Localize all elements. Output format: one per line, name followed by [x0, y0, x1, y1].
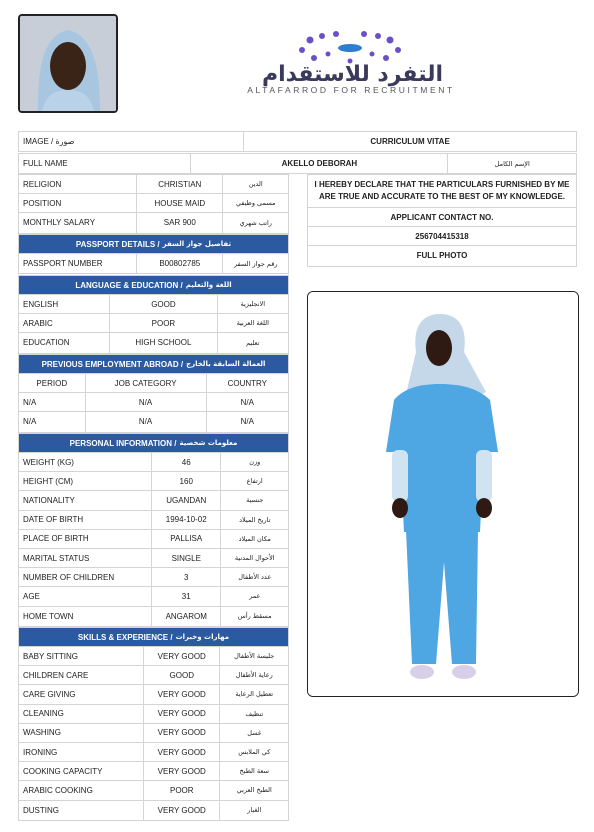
english-arabic: الانجليزية [240, 300, 266, 309]
language-title: LANGUAGE & EDUCATION / [75, 280, 183, 290]
skill-label: BABY SITTING [19, 647, 144, 665]
personal-arabic: مسقط رأس [237, 612, 272, 621]
skill-arabic: رعاية الأطفال [235, 671, 273, 680]
position-value: HOUSE MAID [137, 194, 223, 212]
skill-row [19, 705, 288, 724]
skill-label: ARABIC COOKING [19, 781, 144, 799]
personal-value: 46 [152, 453, 222, 471]
skill-row [19, 647, 288, 666]
skill-arabic: جليسة الأطفال [234, 652, 275, 661]
skill-arabic: الغبار [247, 806, 262, 815]
personal-label: AGE [19, 587, 152, 605]
full-photo-label: FULL PHOTO [416, 251, 468, 261]
skill-label: DUSTING [19, 801, 144, 820]
logo-mark-icon [200, 30, 500, 66]
skill-value: VERY GOOD [144, 685, 220, 703]
skill-arabic: تعطيل الرعاية [235, 690, 274, 699]
col-country: COUNTRY [227, 378, 268, 388]
arabic-value: POOR [110, 314, 217, 332]
skills-header [19, 628, 288, 647]
personal-row [19, 491, 288, 510]
declaration-table [307, 174, 577, 267]
personal-arabic: الأحوال المدنية [234, 554, 275, 563]
col-job-category: JOB CATEGORY [86, 374, 207, 392]
passport-table [18, 234, 289, 274]
personal-value: 160 [152, 472, 222, 490]
arabic-arabic: اللغة العربية [236, 319, 269, 328]
personal-label: HEIGHT (CM) [19, 472, 152, 490]
salary-arabic: راتب شهري [239, 218, 272, 227]
position-arabic: مسمى وظيفي [235, 199, 276, 208]
education-value: HIGH SCHOOL [110, 333, 217, 352]
skill-label: IRONING [19, 743, 144, 761]
personal-arabic: عدد الأطفال [238, 573, 272, 582]
personal-value: PALLISA [152, 530, 222, 548]
full-name-arabic: الإسم الكامل [494, 159, 530, 168]
skill-row [19, 685, 288, 704]
personal-value: SINGLE [152, 549, 222, 567]
personal-label: PLACE OF BIRTH [19, 530, 152, 548]
portrait-photo [18, 14, 118, 113]
language-table [18, 275, 289, 354]
skill-label: CARE GIVING [19, 685, 144, 703]
skill-arabic: تنظيف [245, 709, 264, 718]
personal-label: DATE OF BIRTH [19, 511, 152, 529]
personal-title-arabic: معلومات شخصية [179, 439, 238, 447]
personal-value: ANGAROM [152, 607, 222, 626]
cv-title: CURRICULUM VITAE [370, 137, 450, 147]
employment-cell: N/A [86, 393, 207, 411]
skill-value: VERY GOOD [144, 724, 220, 742]
employment-cell: N/A [86, 412, 207, 431]
skills-title: SKILLS & EXPERIENCE / [77, 632, 173, 642]
passport-title-arabic: تفاصيل جواز السفر [162, 240, 232, 248]
company-logo [200, 30, 500, 100]
passport-number-label: PASSPORT NUMBER [19, 254, 137, 273]
contact-value: 256704415318 [415, 231, 469, 241]
skill-value: GOOD [144, 666, 220, 684]
personal-row [19, 511, 288, 530]
skill-value: VERY GOOD [144, 801, 220, 820]
skills-title-arabic: مهارات وخبرات [175, 633, 230, 641]
full-name-value: AKELLO DEBORAH [191, 154, 448, 173]
cv-header-table [18, 131, 577, 152]
personal-label: NUMBER OF CHILDREN [19, 568, 152, 586]
logo-arabic-text: التفرد للاستقدام [261, 62, 444, 87]
personal-row [19, 549, 288, 568]
english-label: ENGLISH [19, 295, 110, 313]
skill-value: VERY GOOD [144, 762, 220, 780]
skill-value: VERY GOOD [144, 743, 220, 761]
image-label: IMAGE / صورة [19, 132, 244, 151]
skill-arabic: الطبخ العربي [236, 786, 272, 795]
skill-arabic: سعة الطبخ [239, 767, 269, 776]
personal-arabic: ارتفاع [246, 477, 263, 486]
employment-cell: N/A [19, 393, 86, 411]
passport-number-arabic: رقم جواز السفر [233, 259, 278, 268]
language-title-arabic: اللغة والتعليم [185, 281, 232, 289]
passport-number-value: B00802785 [137, 254, 223, 273]
basic-info-table [18, 174, 289, 234]
skill-arabic: كي الملابس [238, 748, 271, 757]
passport-header [19, 235, 288, 254]
employment-cell: N/A [19, 412, 86, 431]
language-header [19, 276, 288, 295]
skill-label: CHILDREN CARE [19, 666, 144, 684]
skill-value: VERY GOOD [144, 705, 220, 723]
employment-table [18, 354, 289, 433]
personal-value: 3 [152, 568, 222, 586]
declaration-text: I HEREBY DECLARE THAT THE PARTICULARS FURNISHED BY ME ARE TRUE AND ACCURATE TO THE BEST OF MY KNOWLEDGE. [314, 180, 570, 201]
personal-value: 1994-10-02 [152, 511, 222, 529]
personal-row [19, 472, 288, 491]
education-label: EDUCATION [19, 333, 110, 352]
passport-title: PASSPORT DETAILS / [75, 239, 160, 249]
personal-arabic: جنسية [246, 496, 264, 505]
personal-value: 31 [152, 587, 222, 605]
skill-row [19, 762, 288, 781]
employment-cell: N/A [240, 417, 254, 427]
personal-arabic: وزن [249, 458, 261, 467]
personal-label: NATIONALITY [19, 491, 152, 509]
skill-row [19, 666, 288, 685]
employment-title-arabic: العمالة السابقة بالخارج [186, 360, 266, 368]
logo-english-text: ALTAFARROD FOR RECRUITMENT [247, 85, 455, 95]
employment-header [19, 355, 288, 374]
personal-arabic: تاريخ الميلاد [239, 515, 271, 524]
personal-label: HOME TOWN [19, 607, 152, 626]
religion-arabic: الدين [248, 180, 263, 189]
skill-row [19, 801, 288, 820]
personal-value: UGANDAN [152, 491, 222, 509]
employment-cell: N/A [240, 397, 254, 407]
arabic-label: ARABIC [19, 314, 110, 332]
skill-row [19, 743, 288, 762]
employment-title: PREVIOUS EMPLOYMENT ABROAD / [41, 359, 184, 369]
personal-row [19, 530, 288, 549]
personal-arabic: مكان الميلاد [238, 534, 271, 543]
personal-info-table [18, 433, 289, 627]
skill-value: VERY GOOD [144, 647, 220, 665]
col-period: PERIOD [19, 374, 86, 392]
skills-table [18, 627, 289, 821]
religion-value: CHRISTIAN [137, 175, 223, 193]
full-name-label: FULL NAME [19, 154, 191, 173]
skill-row [19, 724, 288, 743]
personal-row [19, 607, 288, 626]
full-name-table [18, 153, 577, 174]
skill-label: WASHING [19, 724, 144, 742]
personal-label: WEIGHT (KG) [19, 453, 152, 471]
position-label: POSITION [19, 194, 137, 212]
religion-label: RELIGION [19, 175, 137, 193]
personal-arabic: عمر [249, 592, 261, 601]
personal-title: PERSONAL INFORMATION / [69, 438, 177, 448]
education-arabic: تعليم [246, 338, 260, 347]
personal-label: MARITAL STATUS [19, 549, 152, 567]
english-value: GOOD [110, 295, 217, 313]
personal-row [19, 568, 288, 587]
full-body-photo [307, 291, 579, 697]
skill-label: COOKING CAPACITY [19, 762, 144, 780]
skill-row [19, 781, 288, 800]
personal-header [19, 434, 288, 453]
salary-label: MONTHLY SALARY [19, 213, 137, 232]
personal-row [19, 587, 288, 606]
skill-label: CLEANING [19, 705, 144, 723]
personal-row [19, 453, 288, 472]
skill-arabic: غسل [247, 728, 262, 737]
contact-label: APPLICANT CONTACT NO. [390, 212, 494, 222]
skill-value: POOR [144, 781, 220, 799]
salary-value: SAR 900 [137, 213, 223, 232]
